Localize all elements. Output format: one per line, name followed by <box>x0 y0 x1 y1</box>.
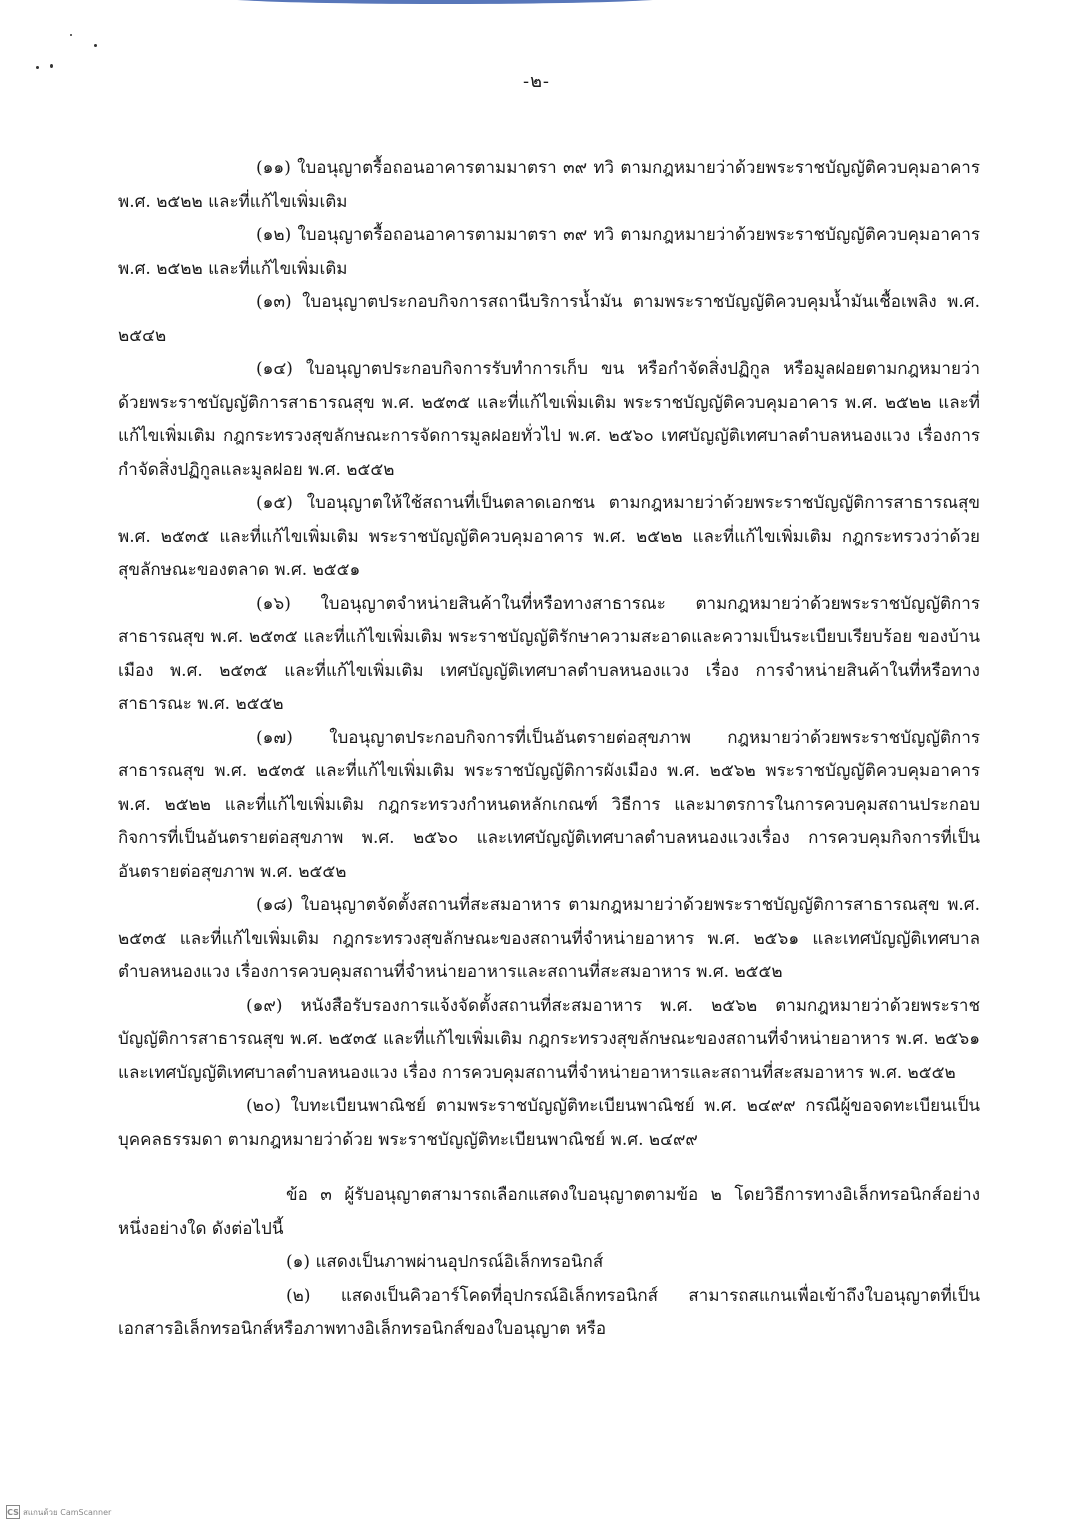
license-item-18: (๑๘) ใบอนุญาตจัดตั้งสถานที่สะสมอาหาร ตามกฎหมายว่าด้วยพระราชบัญญัติการสาธารณสุข พ.ศ. ๒๕๓๕ และที่แก้ไขเพิ่มเติม กฎกระทรวงสุขลักษณะของสถานที่จำหน่ายอาหาร พ.ศ. ๒๕๖๑ และเทศบัญญัติเทศบาลตำบลหนองแวง เรื่องการควบคุมสถานที่จำหน่ายอาหารและสถานที่สะสมอาหาร พ.ศ. ๒๕๕๒ <box>118 895 980 982</box>
license-item-13: (๑๓) ใบอนุญาตประกอบกิจการสถานีบริการน้ำมัน ตามพระราชบัญญัติควบคุมน้ำมันเชื้อเพลิง พ.ศ. ๒๕๔๒ <box>118 292 980 346</box>
scan-edge-mark <box>215 0 675 4</box>
section-gap <box>118 1157 980 1179</box>
license-item-12: (๑๒) ใบอนุญาตรื้อถอนอาคารตามมาตรา ๓๙ ทวิ ตามกฎหมายว่าด้วยพระราชบัญญัติควบคุมอาคาร พ.ศ. ๒๕๒๒ และที่แก้ไขเพิ่มเติม <box>118 225 980 279</box>
clause-3-subitem-2: (๒) แสดงเป็นคิวอาร์โคดที่อุปกรณ์อิเล็กทรอนิกส์ สามารถสแกนเพื่อเข้าถึงใบอนุญาตที่เป็นเอกสารอิเล็กทรอนิกส์หรือภาพทางอิเล็กทรอนิกส์ของใบอนุญาต หรือ <box>118 1285 980 1339</box>
scanner-caption: สแกนด้วย CamScanner <box>23 1507 112 1517</box>
page-number: -๒- <box>522 71 551 92</box>
clause-3: ข้อ ๓ ผู้รับอนุญาตสามารถเลือกแสดงใบอนุญาตตามข้อ ๒ โดยวิธีการทางอิเล็กทรอนิกส์อย่างหนึ่งอย่างใด ดังต่อไปนี้ <box>118 1185 980 1239</box>
scanner-watermark <box>6 1505 111 1519</box>
license-item-19: (๑๙) หนังสือรับรองการแจ้งจัดตั้งสถานที่สะสมอาหาร พ.ศ. ๒๕๖๒ ตามกฎหมายว่าด้วยพระราชบัญญัติการสาธารณสุข พ.ศ. ๒๕๓๕ และที่แก้ไขเพิ่มเติม กฎกระทรวงสุขลักษณะของสถานที่จำหน่ายอาหาร พ.ศ. ๒๕๖๑ และเทศบัญญัติเทศบาลตำบลหนองแวง เรื่อง การควบคุมสถานที่จำหน่ายอาหารและสถานที่สะสมอาหาร พ.ศ. ๒๕๕๒ <box>118 995 980 1083</box>
license-item-20: (๒๐) ใบทะเบียนพาณิชย์ ตามพระราชบัญญัติทะเบียนพาณิชย์ พ.ศ. ๒๔๙๙ กรณีผู้ขอจดทะเบียนเป็นบุคคลธรรมดา ตามกฎหมายว่าด้วย พระราชบัญญัติทะเบียนพาณิชย์ พ.ศ. ๒๔๙๙ <box>118 1096 980 1150</box>
camscanner-logo-icon: CS <box>6 1505 20 1519</box>
license-item-11: (๑๑) ใบอนุญาตรื้อถอนอาคารตามมาตรา ๓๙ ทวิ ตามกฎหมายว่าด้วยพระราชบัญญัติควบคุมอาคาร พ.ศ. ๒๕๒๒ และที่แก้ไขเพิ่มเติม <box>118 158 980 212</box>
license-item-14: (๑๔) ใบอนุญาตประกอบกิจการรับทำการเก็บ ขน หรือกำจัดสิ่งปฏิกูล หรือมูลฝอยตามกฎหมายว่าด้วยพระราชบัญญัติการสาธารณสุข พ.ศ. ๒๕๓๕ และที่แก้ไขเพิ่มเติม พระราชบัญญัติควบคุมอาคาร พ.ศ. ๒๕๒๒ และที่แก้ไขเพิ่มเติม กฎกระทรวงสุขลักษณะการจัดการมูลฝอยทั่วไป พ.ศ. ๒๕๖๐ เทศบัญญัติเทศบาลตำบลหนองแวง เรื่องการกำจัดสิ่งปฏิกูลและมูลฝอย พ.ศ. ๒๕๕๒ <box>118 359 980 480</box>
document-body <box>118 152 980 1347</box>
license-item-16: (๑๖) ใบอนุญาตจำหน่ายสินค้าในที่หรือทางสาธารณะ ตามกฎหมายว่าด้วยพระราชบัญญัติการสาธารณสุข พ.ศ. ๒๕๓๕ และที่แก้ไขเพิ่มเติม พระราชบัญญัติรักษาความสะอาดและความเป็นระเบียบเรียบร้อย ของบ้านเมือง พ.ศ. ๒๕๓๕ และที่แก้ไขเพิ่มเติม เทศบัญญัติเทศบาลตำบลหนองแวง เรื่อง การจำหน่ายสินค้าในที่หรือทางสาธารณะ พ.ศ. ๒๕๕๒ <box>118 593 980 714</box>
license-item-15: (๑๕) ใบอนุญาตให้ใช้สถานที่เป็นตลาดเอกชน ตามกฎหมายว่าด้วยพระราชบัญญัติการสาธารณสุข พ.ศ. ๒๕๓๕ และที่แก้ไขเพิ่มเติม พระราชบัญญัติควบคุมอาคาร พ.ศ. ๒๕๒๒ และที่แก้ไขเพิ่มเติม กฎกระทรวงว่าด้วยสุขลักษณะของตลาด พ.ศ. ๒๕๕๑ <box>118 493 980 580</box>
clause-3-subitem-1: (๑) แสดงเป็นภาพผ่านอุปกรณ์อิเล็กทรอนิกส์ <box>286 1252 604 1272</box>
license-item-17: (๑๗) ใบอนุญาตประกอบกิจการที่เป็นอันตรายต่อสุขภาพ กฎหมายว่าด้วยพระราชบัญญัติการสาธารณสุข พ.ศ. ๒๕๓๕ และที่แก้ไขเพิ่มเติม พระราชบัญญัติการผังเมือง พ.ศ. ๒๕๖๒ พระราชบัญญัติควบคุมอาคาร พ.ศ. ๒๕๒๒ และที่แก้ไขเพิ่มเติม กฎกระทรวงกำหนดหลักเกณฑ์ วิธีการ และมาตรการในการควบคุมสถานประกอบกิจการที่เป็นอันตรายต่อสุขภาพ พ.ศ. ๒๕๖๐ และเทศบัญญัติเทศบาลตำบลหนองแวงเรื่อง การควบคุมกิจการที่เป็นอันตรายต่อสุขภาพ พ.ศ. ๒๕๕๒ <box>118 727 980 882</box>
